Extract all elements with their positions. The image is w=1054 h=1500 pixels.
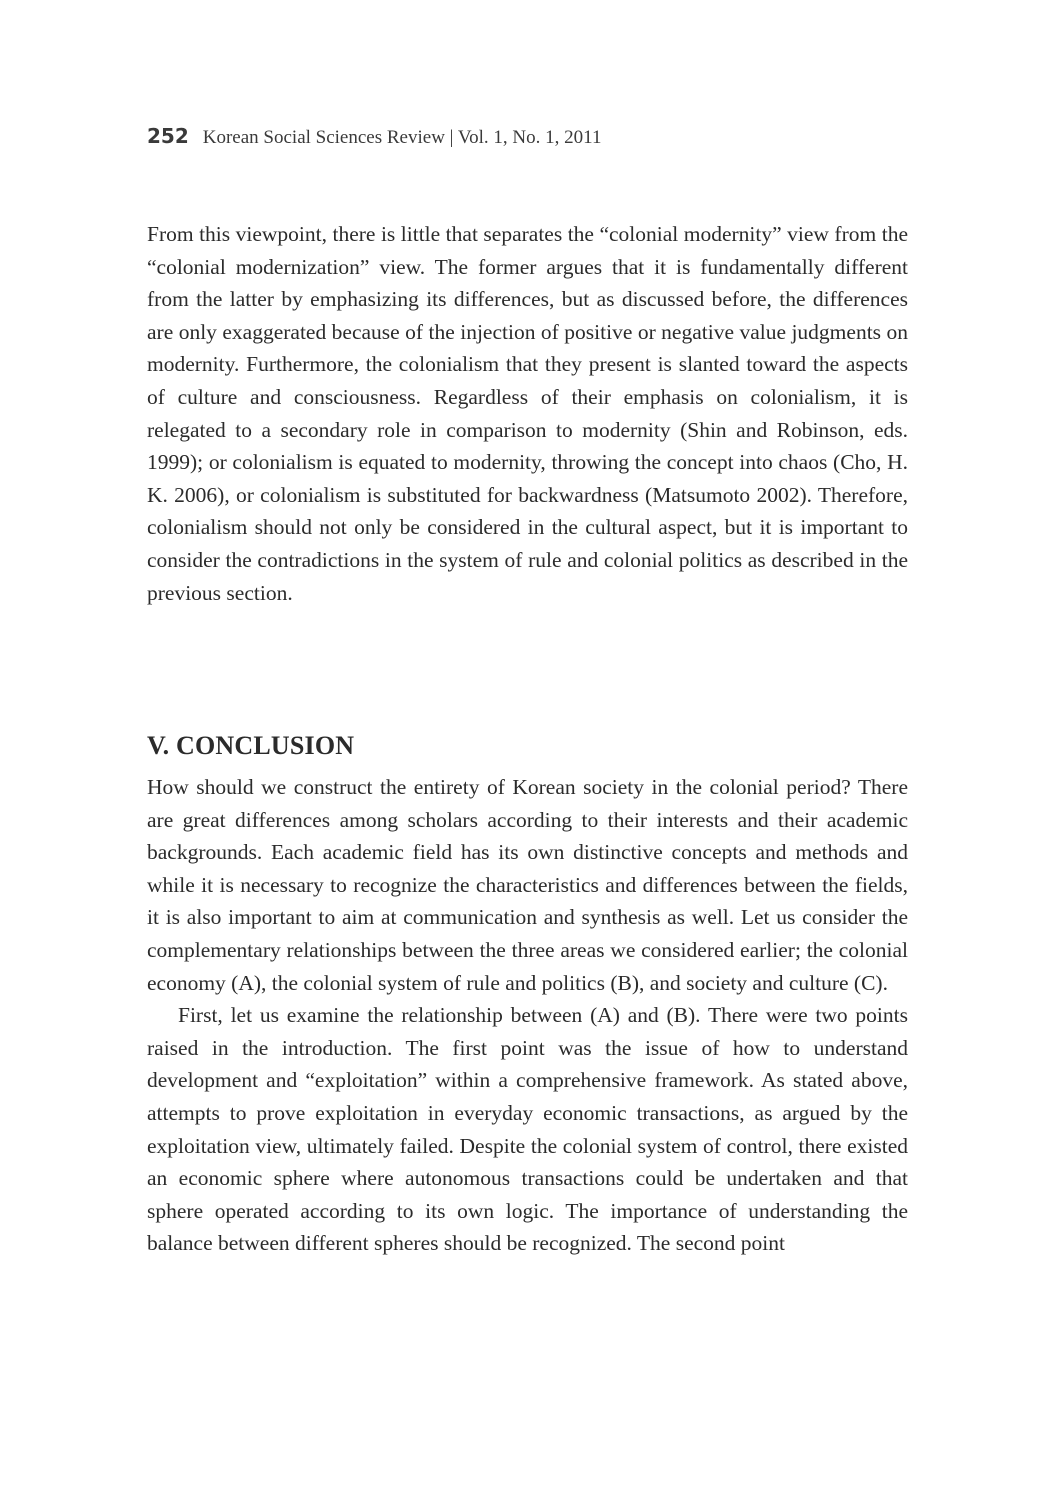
running-head <box>147 124 601 152</box>
body-text-before-conclusion <box>147 218 908 609</box>
paragraph: From this viewpoint, there is little that separates the “colonial modernity” view from the “colonial modernization” view. The former argues that it is fundamentally different from the latter by emphasizing its differences, but as discussed before, the differences are only exaggerated because of the injection of positive or negative value judgments on modernity. Furthermore, the colonialism that they present is slanted toward the aspects of culture and consciousness. Regardless of their emphasis on colonialism, it is relegated to a secondary role in comparison to modernity (Shin and Robinson, eds. 1999); or colonialism is equated to modernity, throwing the concept into chaos (Cho, H. K. 2006), or colonialism is substituted for backwardness (Matsumoto 2002). Therefore, colonialism should not only be considered in the cultural aspect, but it is important to consider the contradictions in the system of rule and colonial politics as described in the previous section. <box>147 222 908 605</box>
paragraph: First, let us examine the relationship between (A) and (B). There were two points raised in the introduction. The first point was the issue of how to understand development and “exploitation” within a comprehensive framework. As stated above, attempts to prove exploitation in everyday economic transactions, as argued by the exploitation view, ultimately failed. Despite the colonial system of control, there existed an economic sphere where autonomous transactions could be undertaken and that sphere operated according to its own logic. The importance of understanding the balance between different spheres should be recognized. The second point <box>147 1003 908 1256</box>
page-number: 252 <box>147 124 189 148</box>
journal-citation: Korean Social Sciences Review | Vol. 1, No. 1, 2011 <box>202 127 602 148</box>
conclusion-body-text <box>147 771 908 1260</box>
paragraph: How should we construct the entirety of Korean society in the colonial period? There are great differences among scholars according to their interests and their academic backgrounds. Each academic field has its own distinctive concepts and methods and while it is necessary to recognize the characteristics and differences between the fields, it is also important to aim at communication and synthesis as well. Let us consider the complementary relationships between the three areas we considered earlier; the colonial economy (A), the colonial system of rule and politics (B), and society and culture (C). <box>147 775 908 995</box>
section-heading: V. CONCLUSION <box>147 730 355 760</box>
